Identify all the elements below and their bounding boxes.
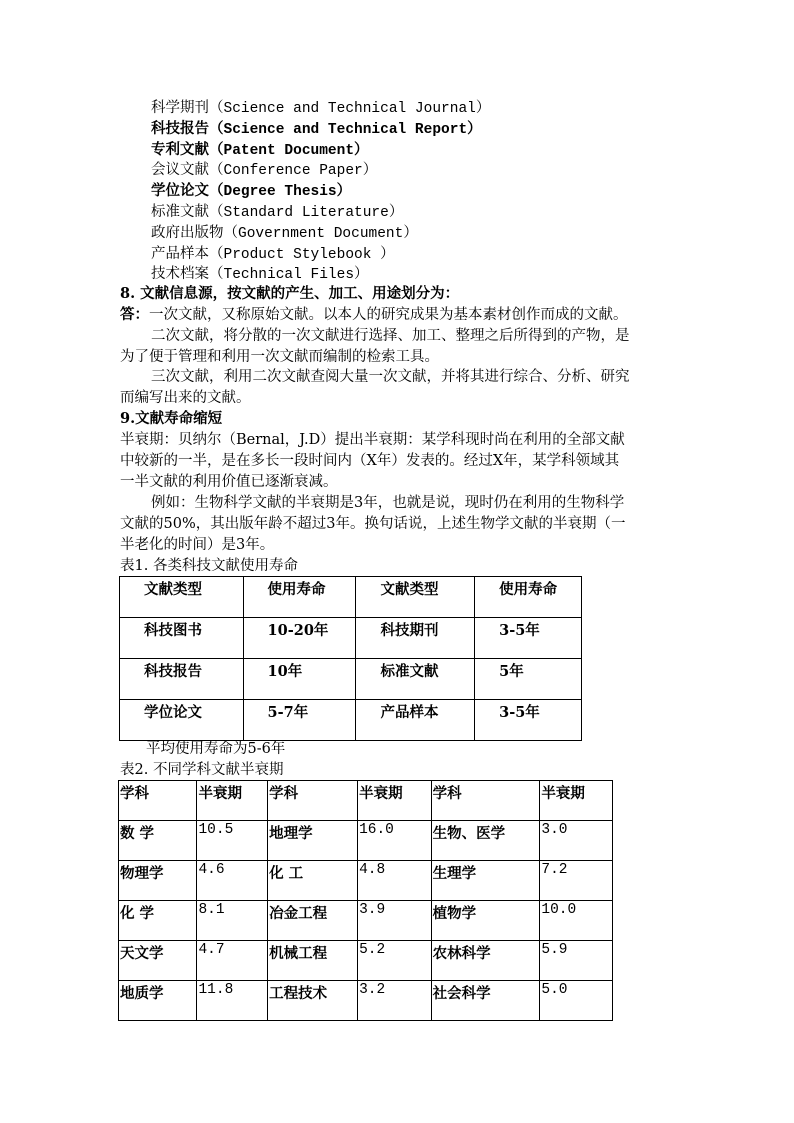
- table-cell: 学科: [268, 781, 358, 821]
- table-row: [119, 981, 613, 1021]
- table-cell: 社会科学: [431, 981, 540, 1021]
- table-cell: 天文学: [119, 941, 197, 981]
- table-header-row: [119, 781, 613, 821]
- section-9-heading: 9.文献寿命缩短: [120, 410, 223, 427]
- table-row: [119, 821, 613, 861]
- table-cell: [356, 659, 475, 700]
- half-life-example-line-2: 文献的50%，其出版年龄不超过3年。换句话说，上述生物学文献的半衰期（一: [120, 516, 626, 532]
- table-row: [120, 659, 582, 700]
- table-cell: 地理学: [268, 821, 358, 861]
- table-cell: 10.0: [540, 901, 613, 941]
- literature-type-cn: 技术档案: [151, 266, 209, 283]
- literature-type-en: （Patent Document）: [209, 142, 369, 159]
- table-cell: 农林科学: [431, 941, 540, 981]
- table-cell: [120, 618, 244, 659]
- cell-text: 10年: [267, 663, 303, 680]
- literature-type-cn: 专利文献: [151, 140, 209, 158]
- table-cell: 地质学: [119, 981, 197, 1021]
- cell-text: 3-5年: [499, 704, 540, 721]
- table-2-caption: 表2. 不同学科文献半衰期: [120, 762, 284, 778]
- table-cell: 3.2: [358, 981, 432, 1021]
- tertiary-literature-line-1: 三次文献，利用二次文献查阅大量一次文献，并将其进行综合、分析、研究: [151, 369, 630, 385]
- literature-type-cn: 标准文献: [151, 204, 209, 220]
- table-cell: 半衰期: [540, 781, 613, 821]
- literature-type-item: [151, 264, 369, 285]
- section-8-heading: 8. 文献信息源，按文献的产生、加工、用途划分为：: [120, 285, 460, 302]
- literature-type-item: [151, 244, 395, 265]
- table-cell: 5.0: [540, 981, 613, 1021]
- literature-type-item: [151, 119, 482, 140]
- table-cell: 4.6: [197, 861, 268, 901]
- literature-type-cn: 政府出版物: [151, 224, 224, 241]
- literature-type-item: [151, 181, 351, 202]
- cell-text: 10-20年: [267, 622, 329, 639]
- table-cell: 3.0: [540, 821, 613, 861]
- table-cell: [475, 659, 582, 700]
- primary-literature-text: 一次文献，又称原始文献。以本人的研究成果为基本素材创作而成的文献。: [149, 307, 628, 323]
- cell-text: 文献类型: [380, 581, 439, 598]
- cell-text: 3-5年: [499, 622, 540, 639]
- cell-text: 科技报告: [144, 663, 202, 680]
- literature-type-cn: 产品样本: [151, 245, 209, 262]
- section-8-answer: [120, 305, 628, 325]
- table-cell: 植物学: [431, 901, 540, 941]
- table-cell: 生理学: [431, 861, 540, 901]
- literature-type-cn: 科学期刊: [151, 100, 209, 116]
- half-life-line-3: 一半文献的利用价值已逐渐衰减。: [120, 474, 338, 490]
- table-cell: 工程技术: [268, 981, 358, 1021]
- cell-text: 5-7年: [267, 704, 309, 721]
- table-cell: [475, 577, 582, 618]
- table-cell: 物理学: [119, 861, 197, 901]
- cell-text: 文献类型: [144, 581, 202, 598]
- literature-type-en: （Science and Technical Report）: [209, 121, 482, 138]
- literature-type-en: （Degree Thesis）: [209, 184, 352, 201]
- table-row: [119, 901, 613, 941]
- half-life-example-line-1: 例如：生物科学文献的半衰期是3年，也就是说，现时仍在利用的生物科学: [151, 495, 625, 511]
- table-cell: 化 工: [268, 861, 358, 901]
- half-life-example-line-3: 半老化的时间）是3年。: [120, 537, 275, 553]
- table-cell: 半衰期: [197, 781, 268, 821]
- table-cell: 7.2: [540, 861, 613, 901]
- half-life-line-1: 半衰期：贝纳尔（Bernal，J.D）提出半衰期：某学科现时尚在利用的全部文献: [120, 432, 625, 448]
- tertiary-literature-line-2: 而编写出来的文献。: [120, 390, 251, 406]
- cell-text: 5年: [499, 663, 524, 680]
- table-cell: [120, 577, 244, 618]
- table-cell: [243, 577, 356, 618]
- literature-type-en: （Technical Files）: [209, 267, 369, 284]
- table-cell: 4.7: [197, 941, 268, 981]
- literature-type-item: [151, 223, 418, 244]
- literature-type-cn: 会议文献: [151, 162, 209, 179]
- table-row: [120, 700, 582, 741]
- table-cell: 5.9: [540, 941, 613, 981]
- table-header-row: [120, 577, 582, 618]
- literature-type-item: [151, 160, 377, 181]
- cell-text: 学位论文: [144, 704, 202, 721]
- table-cell: [120, 700, 244, 741]
- table-cell: 10.5: [197, 821, 268, 861]
- secondary-literature-line-1: 二次文献，将分散的一次文献进行选择、加工、整理之后所得到的产物，是: [151, 328, 630, 344]
- table-cell: 4.8: [358, 861, 432, 901]
- cell-text: 科技图书: [144, 622, 202, 639]
- table-cell: 生物、医学: [431, 821, 540, 861]
- table-row: [119, 941, 613, 981]
- cell-text: 使用寿命: [267, 581, 326, 598]
- literature-type-en: （Conference Paper）: [209, 163, 378, 180]
- table-cell: 8.1: [197, 901, 268, 941]
- table-cell: [243, 618, 356, 659]
- literature-type-en: （Product Stylebook ）: [209, 246, 395, 263]
- table-cell: 学科: [431, 781, 540, 821]
- secondary-literature-line-2: 为了便于管理和利用一次文献而编制的检索工具。: [120, 349, 439, 365]
- table-cell: 3.9: [358, 901, 432, 941]
- literature-type-item: [151, 98, 490, 119]
- table-cell: 学科: [119, 781, 197, 821]
- answer-label: 答：: [120, 306, 149, 323]
- table-cell: 化 学: [119, 901, 197, 941]
- literature-type-en: （Standard Literature）: [209, 205, 404, 221]
- table-cell: 5.2: [358, 941, 432, 981]
- table-cell: 16.0: [358, 821, 432, 861]
- literature-type-cn: 学位论文: [151, 182, 209, 200]
- table-row: [120, 618, 582, 659]
- table-cell: 机械工程: [268, 941, 358, 981]
- table-cell: 冶金工程: [268, 901, 358, 941]
- table-cell: 11.8: [197, 981, 268, 1021]
- table-cell: [120, 659, 244, 700]
- literature-type-en: （Science and Technical Journal）: [209, 101, 491, 117]
- table-cell: [356, 577, 475, 618]
- literature-type-cn: 科技报告: [151, 119, 209, 137]
- literature-type-en: （Government Document）: [223, 225, 418, 242]
- cell-text: 产品样本: [380, 704, 439, 721]
- half-life-line-2: 中较新的一半，是在多长一段时间内（X年）发表的。经过X年，某学科领域其: [120, 453, 620, 469]
- cell-text: 科技期刊: [380, 622, 439, 639]
- table-cell: 半衰期: [358, 781, 432, 821]
- literature-lifespan-table: [119, 576, 582, 741]
- literature-type-item: [151, 140, 369, 161]
- table-cell: [356, 618, 475, 659]
- average-lifespan-note: 平均使用寿命为5-6年: [146, 741, 286, 757]
- literature-type-item: [151, 202, 403, 223]
- table-1-caption: 表1. 各类科技文献使用寿命: [120, 558, 298, 574]
- table-cell: [475, 618, 582, 659]
- table-cell: [243, 659, 356, 700]
- table-cell: [356, 700, 475, 741]
- table-cell: [243, 700, 356, 741]
- cell-text: 标准文献: [380, 663, 439, 680]
- table-row: [119, 861, 613, 901]
- table-cell: 数 学: [119, 821, 197, 861]
- cell-text: 使用寿命: [499, 581, 558, 598]
- half-life-table: [118, 780, 613, 1021]
- table-cell: [475, 700, 582, 741]
